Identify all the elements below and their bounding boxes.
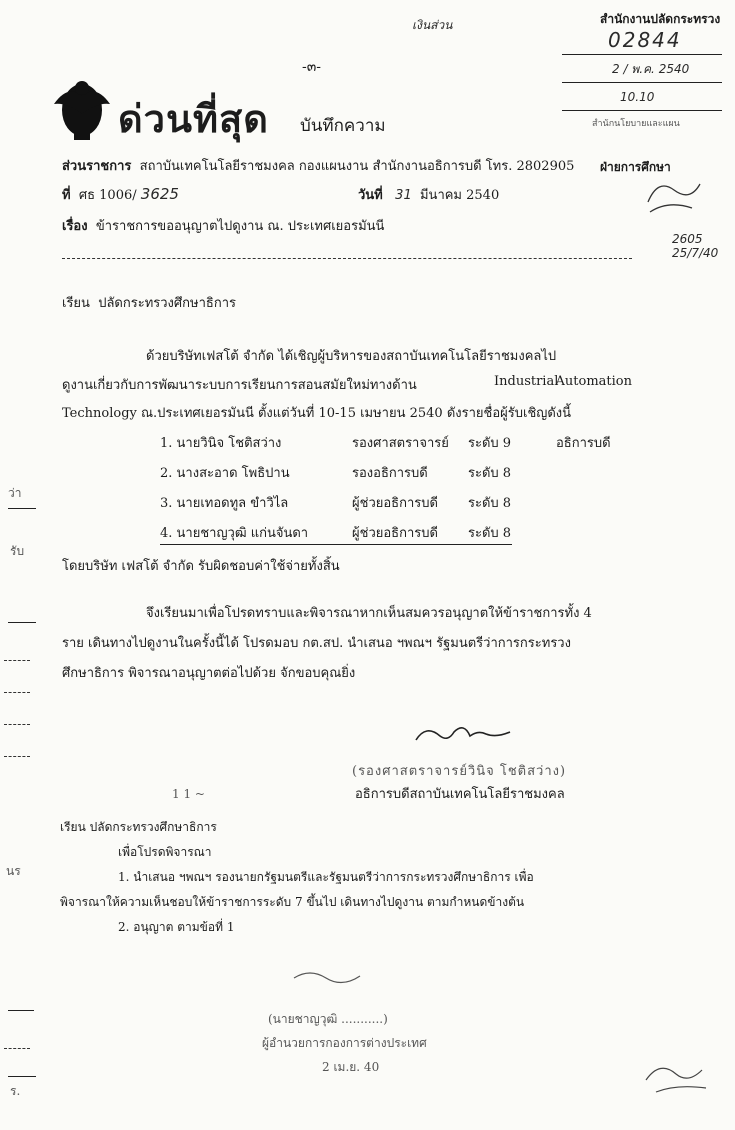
invitee-level: ระดับ 9 — [468, 436, 512, 451]
endorsement-signer-title: ผู้อำนวยการกองการต่างประเทศ — [262, 1036, 427, 1050]
invitee-title: รองอธิการบดี — [352, 466, 428, 481]
endorsement-mark: 1 1 ~ — [172, 787, 205, 801]
stamp-date: 2 / พ.ค. 2540 — [612, 62, 690, 76]
signer-position: อธิการบดีสถาบันเทคโนโลยีราชมงคล — [355, 787, 565, 802]
signature-scribble — [410, 718, 520, 752]
side-signature: 2605 25/7/40 — [672, 232, 719, 260]
salutation-value: ปลัดกระทรวงศึกษาธิการ — [98, 296, 236, 311]
invitee-level: ระดับ 8 — [468, 526, 512, 541]
invitee-row — [160, 432, 611, 453]
stamp-number: 02844 — [608, 28, 682, 52]
ref-number: 3625 — [140, 185, 179, 203]
ref-value: ศธ 1006/ — [78, 188, 137, 203]
salutation-label: เรียน — [62, 296, 90, 311]
date-label: วันที่ — [358, 188, 383, 203]
endorsement-date: 2 เม.ย. 40 — [322, 1060, 380, 1074]
paragraph2-line1: จึงเรียนมาเพื่อโปรดทราบและพิจารณาหากเห็นสมควรอนุญาตให้ข้าราชการทั้ง 4 — [146, 606, 592, 621]
stamp-note: สำนักนโยบายและแผน — [592, 119, 680, 129]
endorsement-signature-scribble — [290, 966, 380, 986]
margin-mark: ร. — [10, 1084, 21, 1098]
margin-mark: ว่า — [8, 486, 22, 500]
date-value: มีนาคม 2540 — [419, 188, 500, 203]
agency-line — [62, 155, 574, 176]
endorsement-item1-line2: พิจารณาให้ความเห็นชอบให้ข้าราชการระดับ 7 ขึ้นไป เดินทางไปดูงาน ตามกำหนดข้างต้น — [60, 895, 525, 909]
paragraph1-line2 — [62, 374, 632, 395]
endorsement-salutation: เรียน ปลัดกระทรวงศึกษาธิการ — [60, 820, 217, 834]
ref-label: ที่ — [62, 188, 71, 203]
invitee-role: อธิการบดี — [556, 436, 611, 451]
salutation — [62, 292, 236, 313]
subject-line — [62, 215, 384, 236]
invitee-row — [160, 522, 512, 543]
cost-line: โดยบริษัท เฟสโต้ จำกัด รับผิดชอบค่าใช้จ่ายทั้งสิ้น — [62, 559, 340, 574]
subject-value: ข้าราชการขออนุญาตไปดูงาน ณ. ประเทศเยอรมันนี — [95, 219, 385, 234]
invitee-underline — [160, 544, 512, 545]
receipt-stamp — [540, 6, 730, 136]
side-signature-scribble — [640, 172, 720, 222]
invitee-level: ระดับ 8 — [468, 466, 512, 481]
corner-note: เงินส่วน — [412, 18, 453, 32]
stamp-dept: ฝ่ายการศึกษา — [600, 160, 671, 174]
invitee-title: รองศาสตราจารย์ — [352, 436, 449, 451]
p1-line2-text: ดูงานเกี่ยวกับการพัฒนาระบบการเรียนการสอนสมัยใหม่ทางด้าน — [62, 378, 417, 393]
margin-mark: รับ — [10, 544, 25, 558]
endorsement-purpose: เพื่อโปรดพิจารณา — [118, 845, 212, 859]
p1-line2-automation: Automation — [555, 374, 632, 389]
invitee-title: ผู้ช่วยอธิการบดี — [352, 496, 438, 511]
bottom-right-scribble — [636, 1040, 716, 1100]
date-line — [358, 184, 499, 205]
paragraph2-line3: ศึกษาธิการ พิจารณาอนุญาตต่อไปด้วย จักขอบคุณยิ่ง — [62, 666, 356, 681]
ref-line — [62, 184, 179, 205]
invitee-name: 1. นายวินิจ โชติสว่าง — [160, 436, 282, 451]
invitee-row — [160, 462, 512, 483]
paragraph1-line3: Technology ณ.ประเทศเยอรมันนี ตั้งแต่วันที่ 10-15 เมษายน 2540 ดังรายชื่อผู้รับเชิญดังนี้ — [62, 406, 572, 421]
stamp-title: สำนักงานปลัดกระทรวง — [600, 12, 721, 26]
endorsement-item1-line1: 1. นำเสนอ ฯพณฯ รองนายกรัฐมนตรีและรัฐมนตรีว่าการกระทรวงศึกษาธิการ เพื่อ — [118, 870, 534, 884]
stamp-time: 10.10 — [620, 90, 655, 104]
header-divider — [62, 258, 632, 259]
paragraph2-line2: ราย เดินทางไปดูงานในครั้งนี้ได้ โปรดมอบ กต.สป. นำเสนอ ฯพณฯ รัฐมนตรีว่าการกระทรวง — [62, 636, 571, 651]
invitee-name: 3. นายเทอดทูล ขำวิไล — [160, 496, 289, 511]
invitee-level: ระดับ 8 — [468, 496, 512, 511]
invitee-row — [160, 492, 512, 513]
agency-label: ส่วนราชการ — [62, 159, 132, 174]
endorsement-signer-name: (นายชาญวุฒิ ...........) — [268, 1012, 388, 1026]
subject-label: เรื่อง — [62, 219, 88, 234]
invitee-name: 2. นางสะอาด โพธิปาน — [160, 466, 290, 481]
invitee-name: 4. นายชาญวุฒิ แก่นจันดา — [160, 526, 309, 541]
paragraph1-line1: ด้วยบริษัทเฟสโต้ จำกัด ได้เชิญผู้บริหารของสถาบันเทคโนโลยีราชมงคลไป — [146, 349, 557, 364]
agency-value: สถาบันเทคโนโลยีราชมงคล กองแผนงาน สำนักงานอธิการบดี โทร. 2802905 — [139, 159, 575, 174]
signer-name: (รองศาสตราจารย์วินิจ โชติสว่าง) — [352, 764, 567, 779]
invitee-title: ผู้ช่วยอธิการบดี — [352, 526, 438, 541]
endorsement-item2: 2. อนุญาต ตามข้อที่ 1 — [118, 920, 235, 934]
page-marker: -๓- — [302, 59, 322, 75]
margin-mark: นร — [6, 864, 21, 878]
doc-type: บันทึกความ — [300, 116, 386, 136]
urgent-label: ด่วนที่สุด — [118, 96, 269, 141]
date-day: 31 — [395, 188, 412, 203]
p1-line2-industrial: Industrial — [494, 374, 559, 389]
garuda-emblem-icon — [50, 74, 114, 144]
